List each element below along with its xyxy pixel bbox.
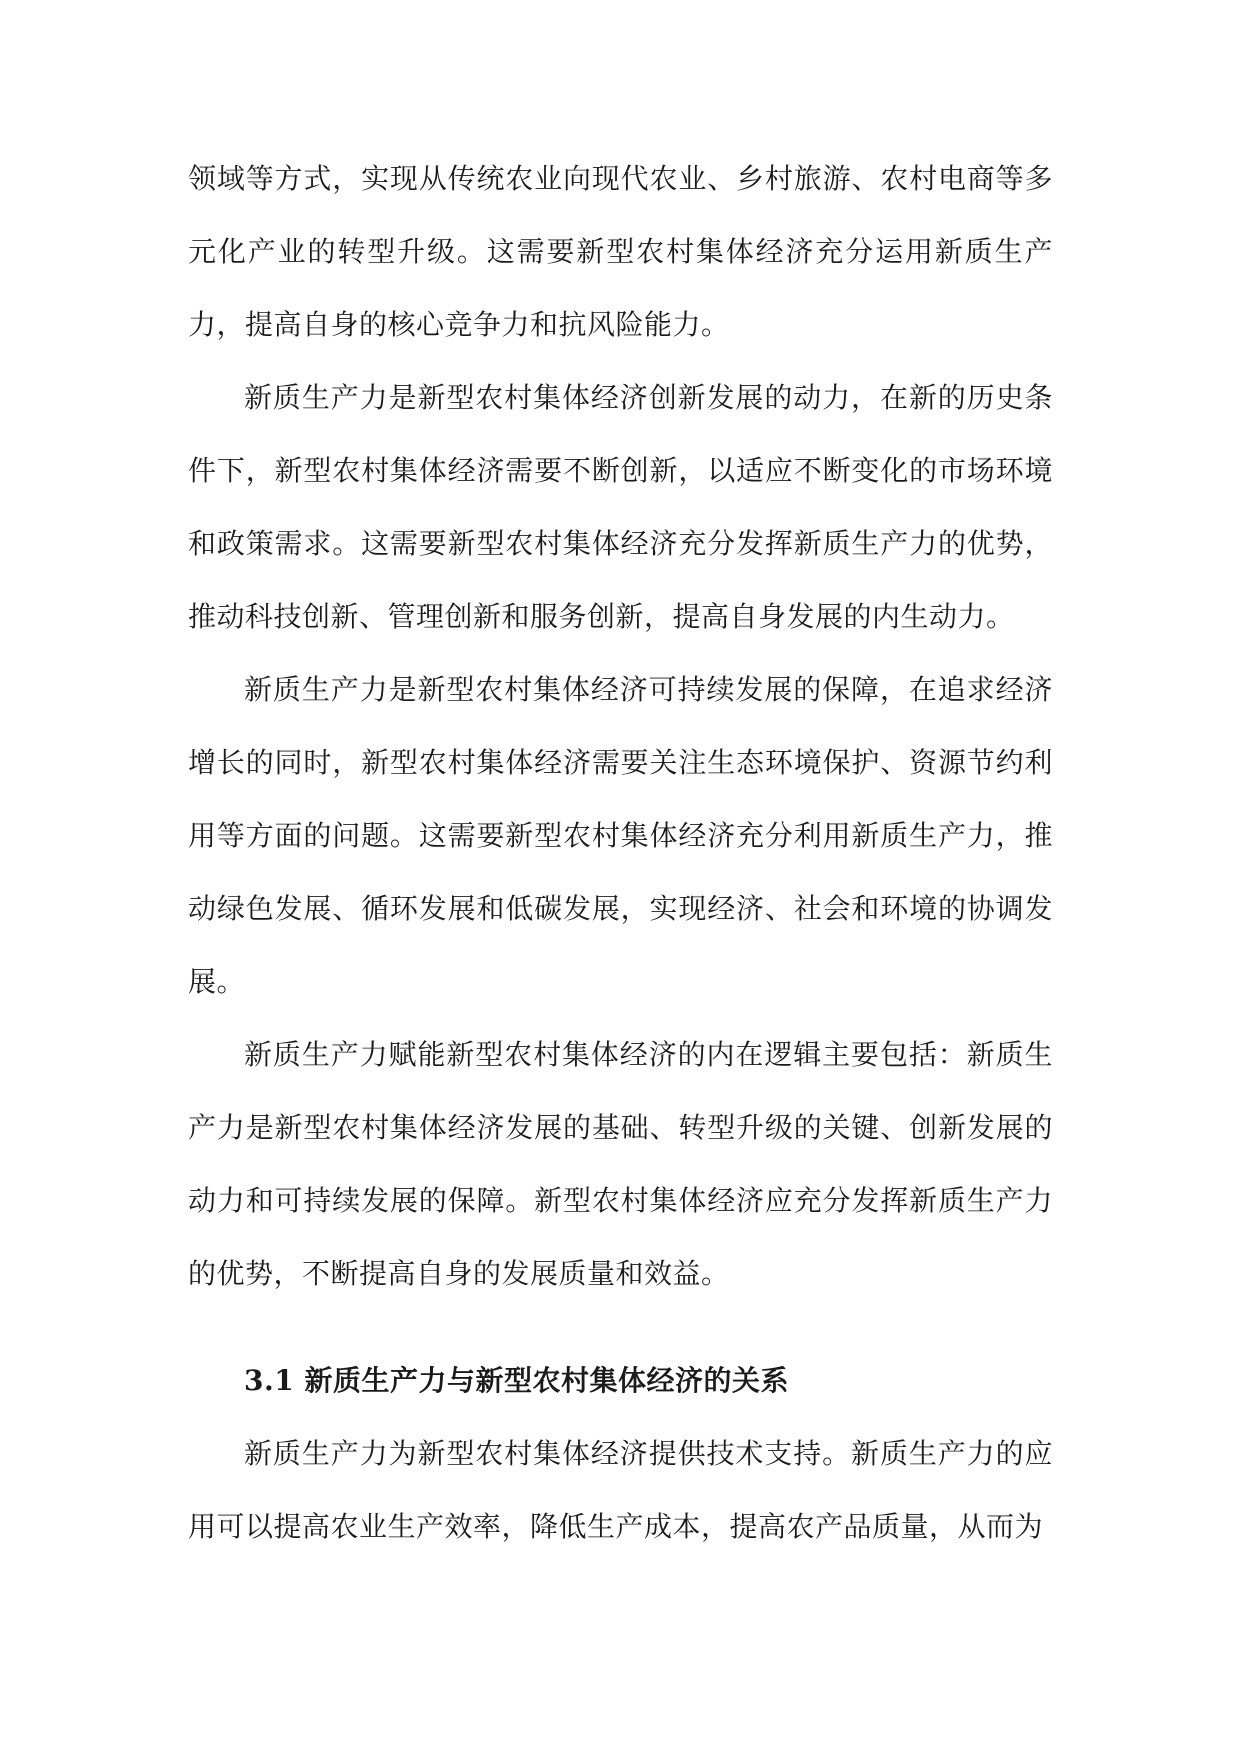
- section-heading: 3.1 新质生产力与新型农村集体经济的关系: [244, 1364, 789, 1397]
- paragraph: 新质生产力是新型农村集体经济创新发展的动力，在新的历史条件下，新型农村集体经济需要不断创新，以适应不断变化的市场环境和政策需求。这需要新型农村集体经济充分发挥新质生产力的优势，推动科技创新、管理创新和服务创新，提高自身发展的内生动力。: [188, 381, 1053, 633]
- paragraph: 新质生产力是新型农村集体经济可持续发展的保障，在追求经济增长的同时，新型农村集体经济需要关注生态环境保护、资源节约利用等方面的问题。这需要新型农村集体经济充分利用新质生产力，推动绿色发展、循环发展和低碳发展，实现经济、社会和环境的协调发展。: [188, 673, 1053, 998]
- paragraph: 新质生产力为新型农村集体经济提供技术支持。新质生产力的应用可以提高农业生产效率，降低生产成本，提高农产品质量，从而为: [188, 1437, 1053, 1543]
- page-body: [188, 142, 1053, 1563]
- paragraph-continuation: 领域等方式，实现从传统农业向现代农业、乡村旅游、农村电商等多元化产业的转型升级。这需要新型农村集体经济充分运用新质生产力，提高自身的核心竞争力和抗风险能力。: [188, 162, 1053, 341]
- paragraph: 新质生产力赋能新型农村集体经济的内在逻辑主要包括：新质生产力是新型农村集体经济发展的基础、转型升级的关键、创新发展的动力和可持续发展的保障。新型农村集体经济应充分发挥新质生产力的优势，不断提高自身的发展质量和效益。: [188, 1038, 1053, 1290]
